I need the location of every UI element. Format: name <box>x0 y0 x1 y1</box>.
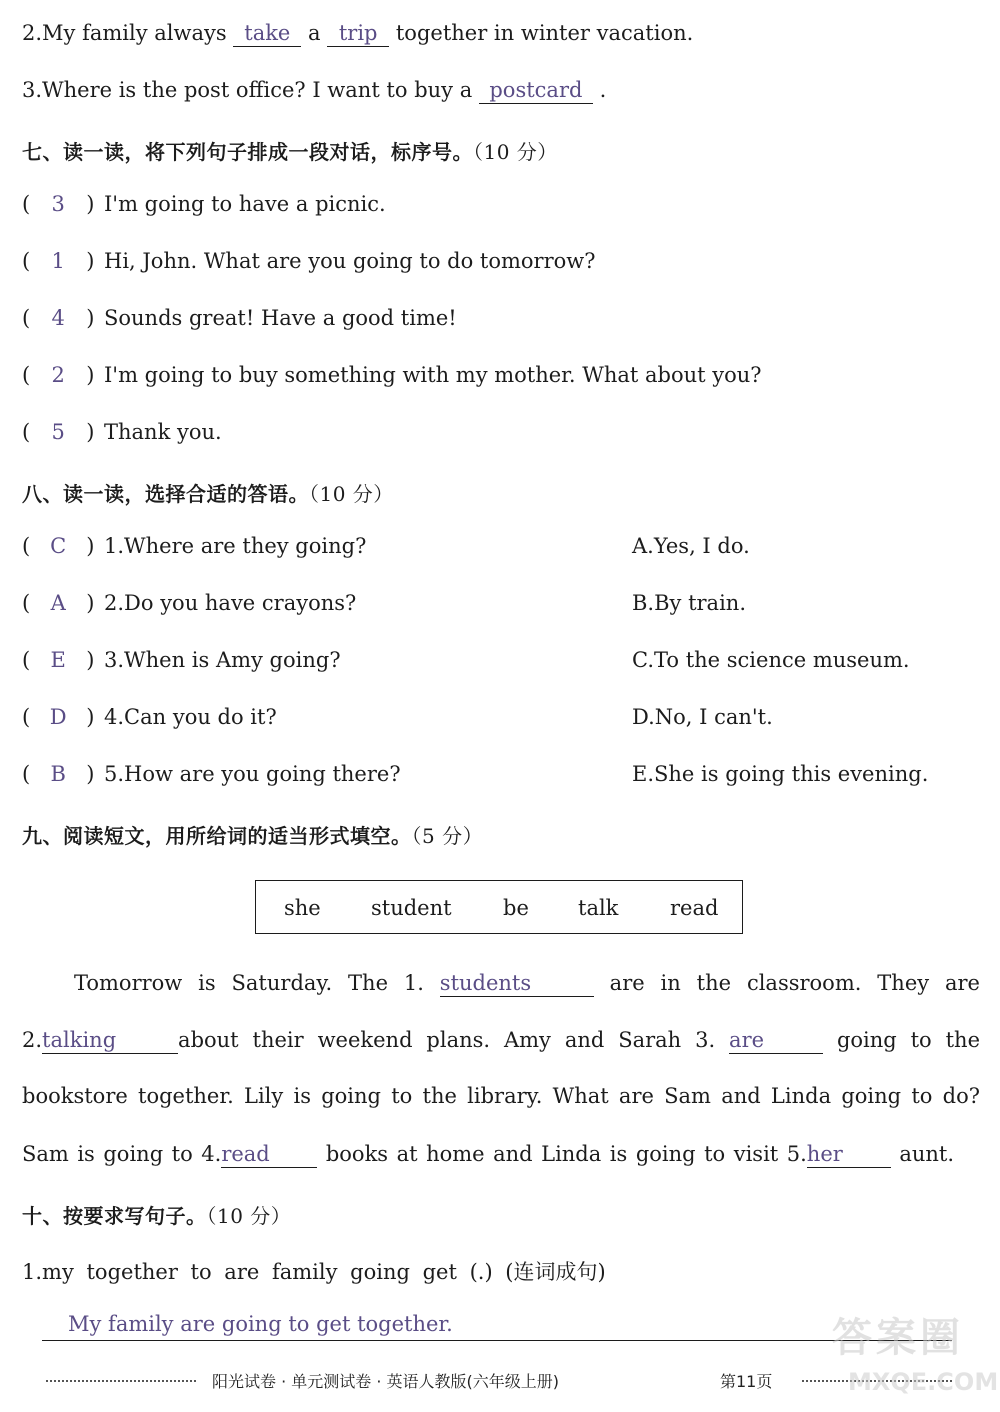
dialogue-item: ( 3 ) I'm going to have a picnic. <box>22 192 386 216</box>
match-option: A.Yes, I do. <box>632 534 750 558</box>
match-question: ( A ) 2.Do you have crayons? <box>22 591 357 615</box>
word-bank-box <box>255 880 743 934</box>
watermark-site: MXQE.COM <box>848 1368 999 1396</box>
match-answer: A <box>50 591 66 615</box>
footer-divider-left <box>46 1380 196 1382</box>
answer-blank: take <box>233 20 301 47</box>
answer-blank: students <box>440 970 594 997</box>
section-7-title: 七、读一读，将下列句子排成一段对话，标序号。（10 分） <box>22 140 558 164</box>
page-number: 第11页 <box>720 1372 773 1391</box>
passage-line-2: 2.talking about their weekend plans. Amy and Sarah 3. are going to the <box>22 1028 980 1052</box>
dialogue-item: ( 5 ) Thank you. <box>22 420 222 444</box>
answer-blank: trip <box>327 20 389 47</box>
order-number: 2 <box>51 363 65 387</box>
word-bank-word: she <box>284 896 321 920</box>
order-number: 1 <box>51 249 65 273</box>
match-option: D.No, I can't. <box>632 705 773 729</box>
word-bank-word: read <box>670 896 719 920</box>
match-answer: D <box>49 705 67 729</box>
passage-line-1: Tomorrow is Saturday. The 1. students are in the classroom. They are <box>74 971 980 995</box>
match-question: ( B ) 5.How are you going there? <box>22 762 401 786</box>
answer-blank: are <box>729 1027 823 1054</box>
answer-blank: read <box>221 1141 317 1168</box>
match-option: C.To the science museum. <box>632 648 910 672</box>
passage-line-4: Sam is going to 4.read books at home and Linda is going to visit 5.her aunt. <box>22 1142 955 1166</box>
fill-question-2: 2.My family always take a trip together in winter vacation. <box>22 21 694 45</box>
footer-title: 阳光试卷 · 单元测试卷 · 英语人教版(六年级上册) <box>212 1372 560 1391</box>
answer-blank: talking <box>42 1027 178 1054</box>
answer-line <box>42 1312 952 1341</box>
answer-blank: her <box>807 1141 891 1168</box>
section-8-title: 八、读一读，选择合适的答语。（10 分） <box>22 482 394 506</box>
match-option: B.By train. <box>632 591 746 615</box>
rewrite-question-1: 1.my together to are family going get (.) (连词成句) <box>22 1260 606 1284</box>
match-answer: B <box>50 762 66 786</box>
dialogue-item: ( 4 ) Sounds great! Have a good time! <box>22 306 457 330</box>
match-question: ( D ) 4.Can you do it? <box>22 705 277 729</box>
match-question: ( C ) 1.Where are they going? <box>22 534 367 558</box>
match-answer: C <box>50 534 67 558</box>
word-bank-word: student <box>371 896 452 920</box>
section-9-title: 九、阅读短文，用所给词的适当形式填空。（5 分） <box>22 824 484 848</box>
watermark-logo: 答案圈 <box>832 1315 964 1361</box>
passage-line-3: bookstore together. Lily is going to the library. What are Sam and Linda going to do? <box>22 1084 980 1108</box>
section-10-title: 十、按要求写句子。（10 分） <box>22 1204 292 1228</box>
dialogue-item: ( 1 ) Hi, John. What are you going to do tomorrow? <box>22 249 596 273</box>
match-question: ( E ) 3.When is Amy going? <box>22 648 341 672</box>
order-number: 3 <box>51 192 65 216</box>
written-answer: My family are going to get together. <box>68 1312 453 1336</box>
order-number: 4 <box>51 306 65 330</box>
dialogue-item: ( 2 ) I'm going to buy something with my mother. What about you? <box>22 363 762 387</box>
fill-question-3: 3.Where is the post office? I want to buy a postcard . <box>22 78 607 102</box>
order-number: 5 <box>51 420 65 444</box>
match-answer: E <box>50 648 66 672</box>
word-bank-word: talk <box>578 896 619 920</box>
match-option: E.She is going this evening. <box>632 762 929 786</box>
word-bank-word: be <box>503 896 529 920</box>
answer-blank: postcard <box>479 77 593 104</box>
